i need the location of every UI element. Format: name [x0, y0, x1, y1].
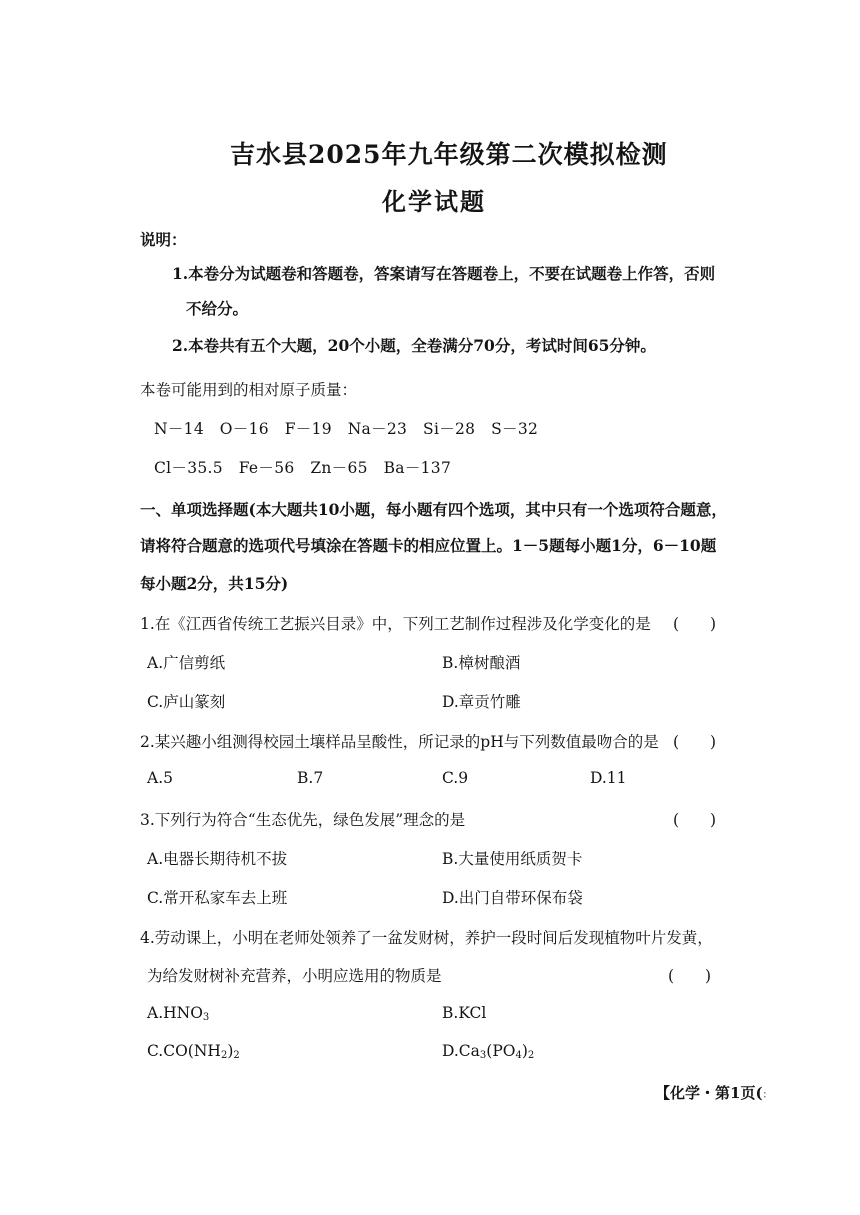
- question-1-option-c: C.庐山篆刻: [147, 693, 226, 711]
- question-2-stem: 2.某兴趣小组测得校园土壤样品呈酸性，所记录的pH与下列数值最吻合的是: [140, 733, 659, 751]
- exam-title: 吉水县2025年九年级第二次模拟检测: [230, 140, 668, 169]
- instruction-1-line2: 不给分。: [186, 299, 249, 318]
- question-3-option-d: D.出门自带环保布袋: [442, 889, 583, 907]
- question-2-option-a: A.5: [147, 769, 173, 787]
- question-4-option-d: $D.Ca_3(PO_4)_2$: [442, 1042, 535, 1061]
- question-1-option-b: B.樟树酿酒: [442, 654, 521, 672]
- question-4-option-c: $C.CO(NH_2)_2$: [147, 1042, 240, 1061]
- instructions-heading: 说明：: [140, 230, 187, 249]
- question-2-answer-paren: ( ): [673, 733, 717, 751]
- question-2-option-c: C.9: [442, 769, 469, 787]
- question-4-option-b: B.KCl: [442, 1004, 487, 1022]
- page-footer: 【化学・第1页(：: [655, 1084, 773, 1102]
- atomic-mass-row-2: Cl－35.5 Fe－56 Zn－65 Ba－137: [154, 459, 452, 477]
- question-4-answer-paren: ( ): [668, 967, 712, 985]
- question-1-answer-paren: ( ): [673, 615, 717, 633]
- question-1-stem: 1.在《江西省传统工艺振兴目录》中，下列工艺制作过程涉及化学变化的是: [140, 615, 651, 633]
- atomic-mass-intro: 本卷可能用到的相对原子质量：: [140, 381, 358, 399]
- instruction-2: 2.本卷共有五个大题，20个小题，全卷满分70分，考试时间65分钟。: [172, 336, 656, 355]
- question-2-option-d: D.11: [590, 769, 627, 787]
- question-4-option-a: $A.HNO_3$: [147, 1004, 210, 1023]
- question-4-stem-line2: 为给发财树补充营养，小明应选用的物质是: [147, 967, 442, 985]
- question-3-stem: 3.下列行为符合“生态优先，绿色发展”理念的是: [140, 811, 466, 829]
- instruction-1-line1: 1.本卷分为试题卷和答题卷，答案请写在答题卷上，不要在试题卷上作答，否则: [172, 264, 716, 283]
- section1-heading-line2: 请将符合题意的选项代号填涂在答题卡的相应位置上。1－5题每小题1分，6－10题: [140, 536, 717, 555]
- question-3-option-a: A.电器长期待机不拔: [147, 850, 288, 868]
- exam-subtitle: 化学试题: [382, 187, 486, 216]
- question-3-answer-paren: ( ): [673, 811, 717, 829]
- section1-heading-line3: 每小题2分，共15分): [140, 574, 289, 593]
- question-1-option-a: A.广信剪纸: [147, 654, 226, 672]
- question-1-option-d: D.章贡竹雕: [442, 693, 521, 711]
- question-2-option-b: B.7: [297, 769, 324, 787]
- section1-heading-line1: 一、单项选择题(本大题共10小题，每小题有四个选项，其中只有一个选项符合题意，: [140, 500, 727, 519]
- atomic-mass-row-1: N－14 O－16 F－19 Na－23 Si－28 S－32: [154, 420, 539, 438]
- question-4-stem-line1: 4.劳动课上，小明在老师处领养了一盆发财树，养护一段时间后发现植物叶片发黄，: [140, 929, 713, 947]
- question-3-option-b: B.大量使用纸质贺卡: [442, 850, 583, 868]
- question-3-option-c: C.常开私家车去上班: [147, 889, 288, 907]
